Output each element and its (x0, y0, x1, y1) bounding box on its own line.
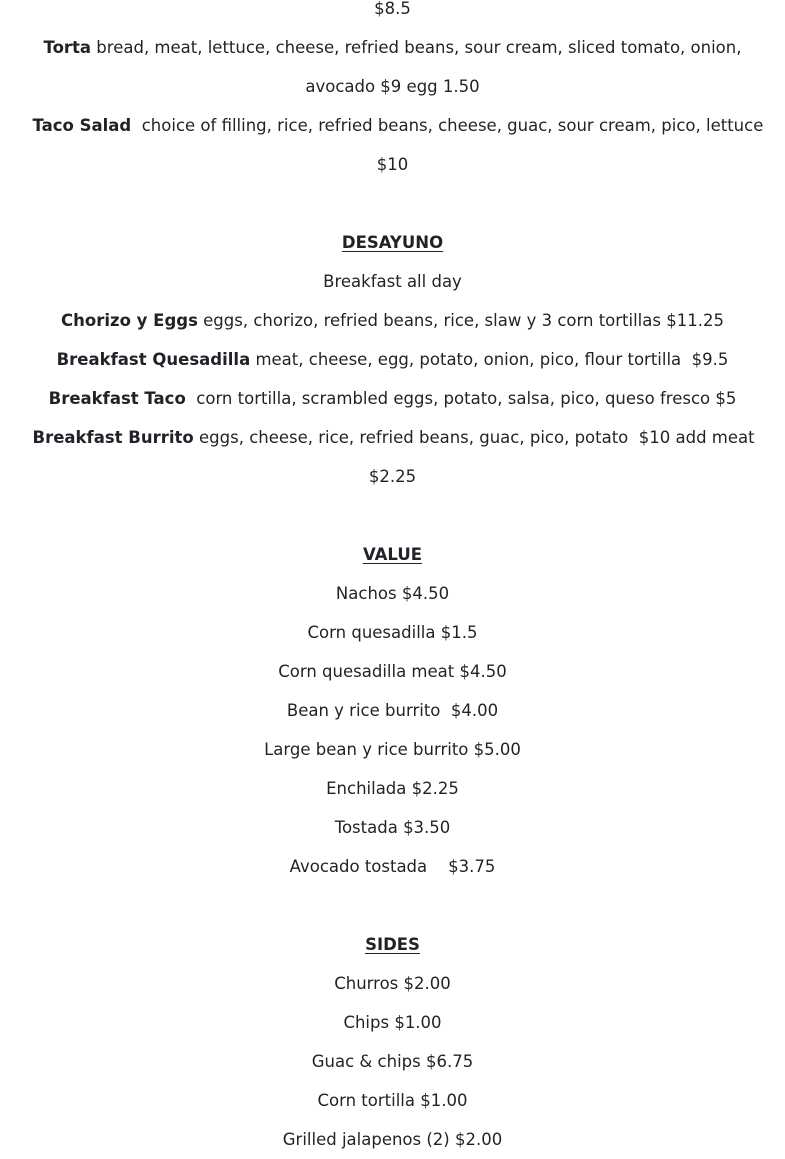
section-heading-desayuno: DESAYUNO (341, 233, 444, 252)
section-heading-sides: SIDES (365, 935, 420, 954)
menu-item-taco-salad (32, 106, 764, 145)
section-heading-value: VALUE (362, 545, 422, 564)
item-name: Breakfast Burrito (32, 428, 194, 447)
section-spacer (0, 496, 785, 535)
section-spacer (0, 184, 785, 223)
menu-item-torta-continued: avocado $9 egg 1.50 (305, 77, 480, 96)
menu-item-value: Nachos $4.50 (335, 584, 450, 603)
menu-item-value: Bean y rice burrito $4.00 (286, 701, 499, 720)
menu-item-value: Enchilada $2.25 (326, 779, 459, 798)
item-name: Chorizo y Eggs (61, 311, 198, 330)
menu-item-breakfast-quesadilla (33, 340, 753, 379)
item-name: Torta (43, 38, 92, 57)
menu-item-value: Tostada $3.50 (334, 818, 451, 837)
item-description: choice of filling, rice, refried beans, cheese, guac, sour cream, pico, lettuce (131, 116, 764, 135)
section-spacer (0, 886, 785, 925)
menu-item-chorizo-y-eggs (33, 301, 753, 340)
menu-item-side: Grilled jalapenos (2) $2.00 (282, 1130, 503, 1149)
menu-item-taco-salad-continued: $10 (376, 155, 409, 174)
menu-item-breakfast-burrito (33, 418, 753, 457)
item-description: meat, cheese, egg, potato, onion, pico, flour tortilla $9.5 (250, 350, 729, 369)
menu-line-price: $8.5 (374, 0, 411, 18)
menu-item-torta (33, 28, 753, 67)
menu-item-breakfast-burrito-continued: $2.25 (368, 467, 417, 486)
menu-item-value: Corn quesadilla $1.5 (307, 623, 478, 642)
item-name: Taco Salad (32, 116, 132, 135)
section-subtitle: Breakfast all day (323, 272, 462, 291)
item-description: bread, meat, lettuce, cheese, refried beans, sour cream, sliced tomato, onion, (91, 38, 742, 57)
menu-item-value: Avocado tostada $3.75 (289, 857, 496, 876)
item-description: eggs, chorizo, refried beans, rice, slaw y 3 corn tortillas $11.25 (197, 311, 724, 330)
item-description: corn tortilla, scrambled eggs, potato, salsa, pico, queso fresco $5 (185, 389, 737, 408)
menu-item-side: Guac & chips $6.75 (311, 1052, 474, 1071)
menu-item-side: Churros $2.00 (334, 974, 451, 993)
menu-item-value: Corn quesadilla meat $4.50 (278, 662, 507, 681)
menu-item-value: Large bean y rice burrito $5.00 (264, 740, 521, 759)
item-name: Breakfast Taco (48, 389, 186, 408)
item-name: Breakfast Quesadilla (56, 350, 251, 369)
menu-item-side: Chips $1.00 (343, 1013, 442, 1032)
item-description: eggs, cheese, rice, refried beans, guac, pico, potato $10 add meat (193, 428, 755, 447)
menu-item-breakfast-taco (33, 379, 753, 418)
menu-item-side: Corn tortilla $1.00 (317, 1091, 468, 1110)
